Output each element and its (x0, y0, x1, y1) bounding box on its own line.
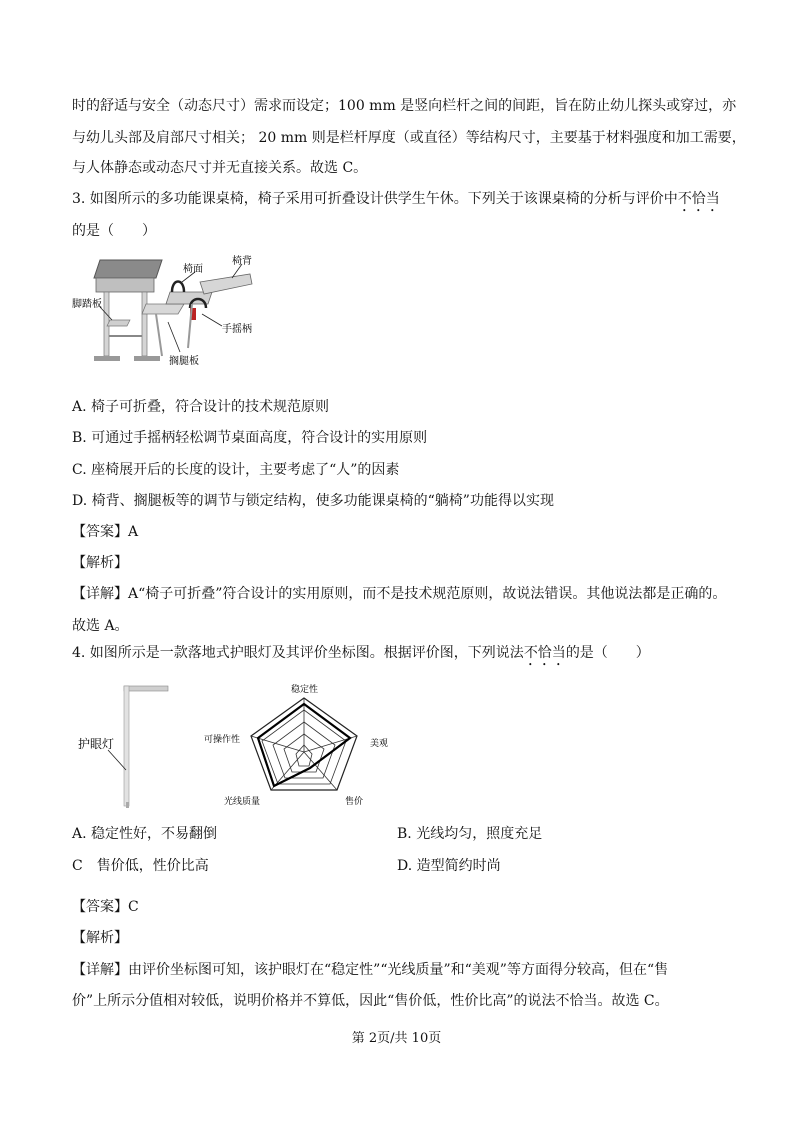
q3-detail-line-1: 【详解】A“椅子可折叠”符合设计的实用原则，而不是技术规范原则，故说法错误。其他说法都是正确的。 (72, 586, 727, 602)
radar-chart-figure (198, 680, 398, 810)
label-legrest: 搁腿板 (169, 356, 199, 367)
label-backrest: 椅背 (232, 256, 252, 267)
axis-light-quality: 光线质量 (224, 797, 261, 807)
q3-stem-text: 3. 如图所示的多功能课桌椅，椅子采用可折叠设计供学生午休。下列关于该课桌椅的分析与评价中 (72, 191, 678, 207)
axis-operability: 可操作性 (204, 735, 241, 745)
q4-option-b: B. 光线均匀，照度充足 (397, 826, 543, 842)
q4-stem-text-post: 的是（ ） (565, 645, 650, 661)
axis-beauty: 美观 (370, 739, 389, 749)
q4-option-d: D. 造型简约时尚 (397, 858, 501, 874)
q4-answer: 【答案】C (72, 899, 139, 915)
q4-detail-line-2: 价”上所示分值相对较低，说明价格并不算低，因此“售价低，性价比高”的说法不恰当。故选 C。 (72, 993, 669, 1009)
q3-stem-emphasis: 不恰当 (677, 191, 720, 207)
q3-stem-line-1 (72, 189, 720, 215)
q4-option-c: C 售价低，性价比高 (72, 858, 209, 874)
q3-option-a: A. 椅子可折叠，符合设计的技术规范原则 (72, 399, 330, 415)
q3-answer: 【答案】A (72, 524, 139, 540)
q4-detail-line-1: 【详解】由评价坐标图可知，该护眼灯在“稳定性”“光线质量”和“美观”等方面得分较高，但在“售 (72, 962, 669, 978)
q3-option-d: D. 椅背、搁腿板等的调节与锁定结构，使多功能课桌椅的“躺椅”功能得以实现 (72, 493, 554, 509)
lamp-label: 护眼灯 (78, 737, 115, 751)
q4-stem (72, 643, 650, 669)
q3-stem-line-2: 的是（ ） (72, 223, 156, 239)
q3-option-b: B. 可通过手摇柄轻松调节桌面高度，符合设计的实用原则 (72, 430, 428, 446)
q4-option-a: A. 稳定性好，不易翻倒 (72, 826, 218, 842)
eye-lamp-figure (72, 678, 182, 813)
desk-chair-figure (72, 252, 272, 377)
floor-lamp-illustration (72, 678, 182, 813)
label-pedal: 脚踏板 (72, 299, 102, 310)
label-seat: 椅面 (183, 264, 203, 275)
q4-stem-text-pre: 4. 如图所示是一款落地式护眼灯及其评价坐标图。根据评价图，下列说法 (72, 645, 524, 661)
prev-line-1: 时的舒适与安全（动态尺寸）需求而设定；100 mm 是竖向栏杆之间的间距，旨在防止幼儿探头或穿过，亦 (72, 98, 737, 114)
axis-stability: 稳定性 (291, 685, 319, 695)
q4-stem-emphasis: 不恰当 (523, 645, 566, 661)
axis-price: 售价 (345, 797, 364, 807)
q3-detail-line-2: 故选 A。 (72, 618, 129, 634)
q4-analysis-heading: 【解析】 (72, 930, 128, 946)
evaluation-radar-chart (198, 680, 398, 810)
q3-analysis-heading: 【解析】 (72, 555, 128, 571)
desk-chair-illustration (72, 252, 272, 377)
prev-line-2: 与幼儿头部及肩部尺寸相关； 20 mm 则是栏杆厚度（或直径）等结构尺寸，主要基于材料强度和加工需要， (72, 130, 746, 146)
prev-line-3: 与人体静态或动态尺寸并无直接关系。故选 C。 (72, 160, 368, 176)
label-crank: 手摇柄 (222, 324, 252, 335)
page-footer: 第 2页/共 10页 (351, 1031, 442, 1046)
q3-option-c: C. 座椅展开后的长度的设计，主要考虑了“人”的因素 (72, 462, 400, 478)
